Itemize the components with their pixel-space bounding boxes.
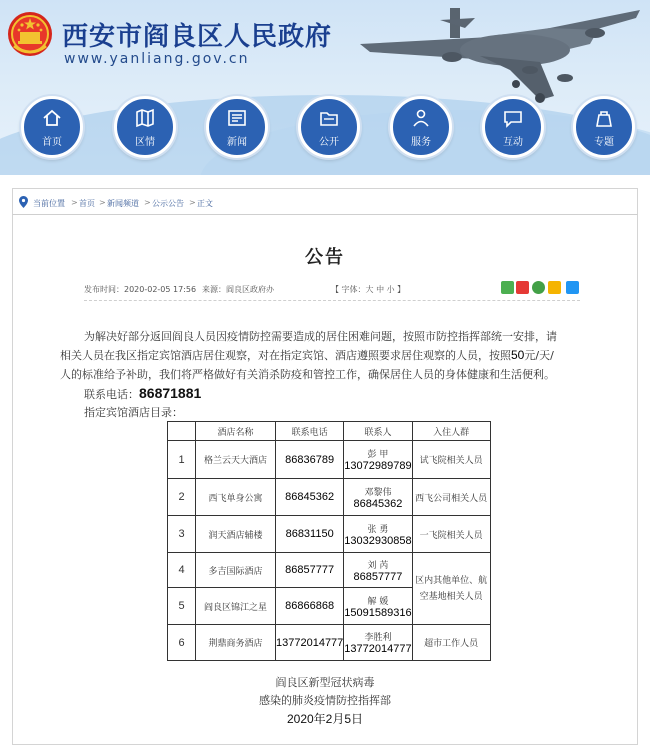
signature-org-line1: 阎良区新型冠状病毒: [275, 676, 375, 689]
share-email-icon[interactable]: [566, 281, 579, 294]
hotel-name: 阎良区锦江之星: [196, 588, 276, 625]
contact-phone: 86871881: [139, 385, 202, 401]
row-number: 5: [168, 588, 196, 625]
contact-cell: [344, 441, 412, 479]
contact-cell: [344, 588, 412, 625]
share-plus-icon[interactable]: [501, 281, 514, 294]
share-qzone-icon[interactable]: [548, 281, 561, 294]
site-header: [0, 0, 650, 175]
map-icon: [134, 107, 156, 129]
hotel-name: 荆鼎商务酒店: [196, 625, 276, 661]
national-emblem-icon: [6, 10, 54, 58]
nav-label: 区情: [135, 137, 155, 148]
row-number: 1: [168, 441, 196, 479]
breadcrumb-separator: >: [189, 198, 196, 207]
body-number: 50: [511, 348, 525, 362]
table-header-cell: 入住人群: [412, 422, 490, 441]
table-header-cell: 联系人: [344, 422, 412, 441]
table-row: [168, 441, 491, 479]
contact-name: 刘 芮: [367, 560, 389, 571]
resident-group: 一飞院相关人员: [412, 516, 490, 553]
contact-cell: [344, 553, 412, 588]
table-header-cell: 酒店名称: [196, 422, 276, 441]
breadcrumb-current-location: 当前位置: [33, 199, 65, 208]
table-header-cell: 联系电话: [276, 422, 344, 441]
hotel-name: 西飞单身公寓: [196, 479, 276, 516]
home-icon: [41, 107, 63, 129]
contact-phone: 86857777: [353, 570, 403, 583]
breadcrumb-home[interactable]: 首页: [79, 199, 95, 208]
nav-label: 服务: [411, 137, 431, 148]
contact-phone: 15091589316: [344, 606, 412, 619]
contact-phone: 13772014777: [344, 643, 412, 655]
resident-group: 超市工作人员: [412, 625, 490, 661]
hotel-phone: 86857777: [276, 553, 344, 588]
hotel-name: 多吉国际酒店: [196, 553, 276, 588]
site-url[interactable]: www.yanliang.gov.cn: [64, 51, 250, 67]
share-weibo-icon[interactable]: [516, 281, 529, 294]
signature-date: 2020年2月5日: [286, 712, 364, 726]
bag-icon: [593, 107, 615, 129]
hotel-phone: 13772014777: [276, 625, 344, 661]
breadcrumb-news-channel[interactable]: 新闻频道: [107, 199, 139, 208]
row-number: 3: [168, 516, 196, 553]
site-title[interactable]: 西安市阎良区人民政府: [62, 22, 333, 52]
contact-name: 解 媛: [367, 596, 389, 607]
nav-label: 首页: [42, 137, 62, 148]
breadcrumb-separator: >: [99, 198, 106, 207]
nav-news[interactable]: [206, 96, 268, 158]
nav-district[interactable]: [114, 96, 176, 158]
table-row: [168, 479, 491, 516]
meta-divider: [84, 300, 580, 301]
hotel-phone: 86866868: [276, 588, 344, 625]
nav-label: 公开: [319, 137, 339, 148]
font-size-control[interactable]: 【 字体：大 中 小 】: [331, 285, 406, 294]
nav-topics[interactable]: [573, 96, 635, 158]
nav-interact[interactable]: [482, 96, 544, 158]
contact-name: 李胜利: [364, 633, 392, 643]
nav-home[interactable]: [21, 96, 83, 158]
article-source: 来源：阎良区政府办: [202, 285, 274, 294]
contact-phone: 13032930858: [344, 534, 412, 547]
breadcrumb-separator: >: [71, 198, 78, 207]
body-text: 元/天/: [524, 349, 554, 362]
contact-label: 联系电话：: [84, 388, 139, 401]
chat-icon: [502, 107, 524, 129]
signature-org-line2: 感染的肺炎疫情防控指挥部: [259, 694, 391, 707]
contact-name: 邓黎伟: [364, 487, 392, 498]
contact-cell: [344, 516, 412, 553]
contact-line: [84, 384, 201, 404]
service-icon: [410, 107, 432, 129]
resident-group: 区内其他单位、航空基地相关人员: [412, 553, 490, 625]
table-header-row: [168, 422, 491, 441]
article-title: 公告: [305, 247, 345, 268]
nav-label: 专题: [594, 137, 614, 148]
body-text: 相关人员在我区指定宾馆酒店居住观察，对在指定宾馆、酒店遵照要求居住观察的人员，按照: [60, 349, 511, 362]
hotel-phone: 86845362: [276, 479, 344, 516]
row-number: 6: [168, 625, 196, 661]
news-icon: [226, 107, 248, 129]
row-number: 4: [168, 553, 196, 588]
hotel-phone: 86831150: [276, 516, 344, 553]
nav-service[interactable]: [390, 96, 452, 158]
contact-phone: 86845362: [353, 497, 403, 510]
folder-icon: [318, 107, 340, 129]
table-row: [168, 553, 491, 588]
body-paragraph-line: 人的标准给予补助，我们将严格做好有关消杀防疫和管控工作，确保居住人员的身体健康和生活便利。: [60, 368, 555, 381]
hotel-phone: 86836789: [276, 441, 344, 479]
body-paragraph-line: 为解决好部分返回阎良人员因疫情防控需要造成的居住困难问题，按照市防控指挥部统一安排，请: [84, 330, 557, 343]
contact-name: 彭 甲: [367, 450, 389, 460]
hotel-table: [167, 421, 491, 661]
contact-cell: [344, 479, 412, 516]
location-pin-icon: [19, 196, 28, 208]
publish-time: 发布时间：2020-02-05 17:56: [84, 285, 197, 294]
row-number: 2: [168, 479, 196, 516]
resident-group: 西飞公司相关人员: [412, 479, 490, 516]
nav-public[interactable]: [298, 96, 360, 158]
nav-label: 新闻: [227, 137, 247, 148]
resident-group: 试飞院相关人员: [412, 441, 490, 479]
body-paragraph-line: [60, 346, 554, 365]
breadcrumb-separator: >: [144, 198, 151, 207]
main-nav: [0, 96, 650, 166]
breadcrumb-article: 正文: [197, 199, 213, 208]
share-wechat-icon[interactable]: [532, 281, 545, 294]
hotel-list-intro: 指定宾馆酒店目录：: [84, 406, 183, 419]
nav-label: 互动: [503, 137, 523, 148]
hotel-name: 格兰云天大酒店: [196, 441, 276, 479]
hotel-name: 润天酒店辅楼: [196, 516, 276, 553]
breadcrumb: [12, 188, 638, 215]
contact-cell: [344, 625, 412, 661]
breadcrumb-notices[interactable]: 公示公告: [152, 199, 184, 208]
table-header-cell: [168, 422, 196, 441]
table-row: [168, 625, 491, 661]
contact-phone: 13072989789: [344, 460, 412, 472]
table-row: [168, 516, 491, 553]
contact-name: 张 勇: [367, 524, 389, 535]
